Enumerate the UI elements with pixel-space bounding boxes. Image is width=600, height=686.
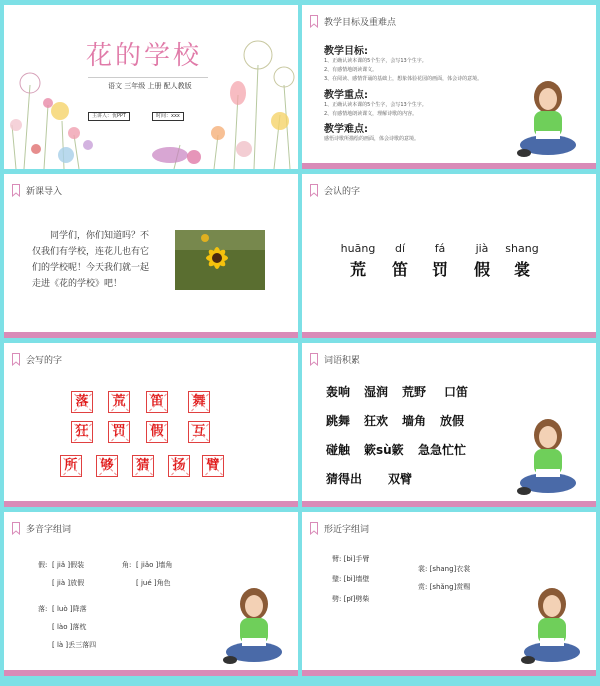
word-char: 笛 bbox=[391, 260, 408, 279]
slide-similar-chars[interactable] bbox=[302, 512, 596, 676]
word-item bbox=[336, 242, 380, 280]
goal-line: 2、有感情地朗读课文。 bbox=[324, 67, 378, 73]
bottom-bar bbox=[302, 501, 596, 507]
vocab-word: 跳舞 bbox=[326, 414, 351, 428]
write-char-box: 笛 bbox=[146, 391, 168, 413]
poly-word: [ jiǎo ]墙角 bbox=[136, 561, 173, 569]
slide-header bbox=[310, 520, 369, 536]
title-divider bbox=[88, 77, 208, 78]
header-title: 教学目标及重难点 bbox=[324, 17, 397, 28]
girl-reading-image bbox=[222, 586, 286, 668]
bookmark-icon bbox=[12, 522, 20, 535]
slide-intro[interactable] bbox=[4, 174, 298, 338]
write-char-box: 够 bbox=[96, 455, 118, 477]
vocab-word: 口笛 bbox=[444, 385, 469, 399]
word-pinyin: fá bbox=[434, 242, 446, 255]
slide-header bbox=[12, 520, 71, 536]
hard-line: 感悟诗歌所描绘的画面，体会诗歌的意境。 bbox=[324, 136, 420, 142]
bookmark-icon bbox=[12, 353, 20, 366]
goal-heading: 教学目标: bbox=[324, 46, 368, 57]
poly-word: [ là ]丢三落四 bbox=[52, 641, 97, 649]
girl-reading-image bbox=[516, 417, 580, 499]
key-line: 2、有感情地朗读课文，理解诗歌的内容。 bbox=[324, 111, 418, 117]
poly-char: 角: bbox=[122, 561, 132, 569]
slide-header bbox=[12, 351, 62, 367]
bottom-bar bbox=[4, 670, 298, 676]
vocab-word: 湿润 bbox=[364, 385, 389, 399]
date-tag: 时间：xxx bbox=[152, 112, 184, 121]
girl-reading-image bbox=[520, 586, 584, 668]
header-title: 词语积累 bbox=[324, 355, 361, 366]
key-line: 1、正确认读本课的5个生字，会写13个生字。 bbox=[324, 102, 427, 108]
poly-word: [ jué ]角色 bbox=[136, 579, 171, 587]
poly-word: [ jià ]放假 bbox=[52, 579, 85, 587]
vocab-word: 碰触 bbox=[326, 443, 351, 457]
similar-word: 裳: [shang]衣裳 bbox=[418, 565, 471, 573]
word-item bbox=[418, 242, 462, 280]
slide-header bbox=[310, 182, 360, 198]
girl-reading-image bbox=[516, 79, 580, 161]
bookmark-icon bbox=[310, 184, 318, 197]
poly-word: [ lào ]落枕 bbox=[52, 623, 87, 631]
vocab-word: 急急忙忙 bbox=[418, 443, 467, 457]
header-title: 形近字组词 bbox=[324, 524, 370, 535]
write-char-box: 臂 bbox=[202, 455, 224, 477]
word-char: 荒 bbox=[349, 260, 366, 279]
write-char-box: 猜 bbox=[132, 455, 154, 477]
vocab-word: 轰响 bbox=[326, 385, 351, 399]
word-item bbox=[378, 242, 422, 280]
slide-header bbox=[310, 13, 396, 29]
write-char-box: 狂 bbox=[71, 421, 93, 443]
slide-objectives[interactable] bbox=[302, 5, 596, 169]
header-title: 会认的字 bbox=[324, 186, 361, 197]
bottom-bar bbox=[302, 332, 596, 338]
word-pinyin: dí bbox=[394, 242, 406, 255]
write-char-box: 假 bbox=[146, 421, 168, 443]
poly-word: [ jiǎ ]假装 bbox=[52, 561, 85, 569]
bottom-bar bbox=[4, 332, 298, 338]
similar-word: 劈: [pī]劈柴 bbox=[332, 595, 370, 603]
word-item bbox=[460, 242, 504, 280]
word-pinyin: jià bbox=[475, 242, 489, 255]
slide-vocabulary[interactable] bbox=[302, 343, 596, 507]
word-pinyin: shang bbox=[505, 242, 539, 255]
vocab-word: 荒野 bbox=[402, 385, 427, 399]
subtitle: 语文 三年级 上册 配人教版 bbox=[108, 82, 192, 90]
bookmark-icon bbox=[310, 522, 318, 535]
similar-word: 赏: [shǎng]赏赐 bbox=[418, 583, 471, 591]
vocab-word: 狂欢 bbox=[364, 414, 389, 428]
flower-illustration-left bbox=[4, 25, 94, 169]
slide-header bbox=[12, 182, 62, 198]
bottom-bar bbox=[302, 163, 596, 169]
goal-line: 1、正确认读本课的5个生字，会写13个生字。 bbox=[324, 58, 427, 64]
slide-polyphonic[interactable] bbox=[4, 512, 298, 676]
intro-paragraph: 同学们，你们知道吗？不仅我们有学校，连花儿也有它们的学校呢！今天我们就一起走进《花的学校》吧！ bbox=[32, 231, 150, 289]
header-title: 新课导入 bbox=[26, 186, 63, 197]
poly-word: [ luò ]降落 bbox=[52, 605, 87, 613]
similar-word: 璧: [bì]墙壁 bbox=[332, 575, 370, 583]
bookmark-icon bbox=[310, 15, 318, 28]
slide-write-chars[interactable] bbox=[4, 343, 298, 507]
word-pinyin: huāng bbox=[340, 242, 376, 255]
vocab-word: 墙角 bbox=[402, 414, 427, 428]
vocab-word: 双臂 bbox=[388, 472, 413, 486]
bottom-bar bbox=[4, 501, 298, 507]
similar-word: 臂: [bì]手臂 bbox=[332, 555, 370, 563]
vocab-word: 簌sù簌 bbox=[364, 443, 404, 457]
write-char-box: 荒 bbox=[108, 391, 130, 413]
write-char-box: 落 bbox=[71, 391, 93, 413]
presenter-tag: 主讲人：优PPT bbox=[88, 112, 130, 121]
goal-line: 3、在阅读、感情背诵的基础上，想象体验花园的画面，体会诗的意境。 bbox=[324, 76, 483, 82]
word-char: 罚 bbox=[431, 260, 448, 279]
word-char: 裳 bbox=[513, 260, 530, 279]
bookmark-icon bbox=[310, 353, 318, 366]
write-char-box: 所 bbox=[60, 455, 82, 477]
write-char-box: 罚 bbox=[108, 421, 130, 443]
bookmark-icon bbox=[12, 184, 20, 197]
slide-recognize-chars[interactable] bbox=[302, 174, 596, 338]
poly-char: 假: bbox=[38, 561, 48, 569]
vocab-word: 放假 bbox=[440, 414, 465, 428]
page-title: 花的学校 bbox=[86, 41, 203, 71]
word-item bbox=[500, 242, 544, 280]
slide-title[interactable] bbox=[4, 5, 298, 169]
hard-heading: 教学难点: bbox=[324, 124, 368, 135]
bottom-bar bbox=[302, 670, 596, 676]
header-title: 多音字组词 bbox=[26, 524, 72, 535]
key-heading: 教学重点: bbox=[324, 90, 368, 101]
write-char-box: 舞 bbox=[188, 391, 210, 413]
slide-header bbox=[310, 351, 360, 367]
write-char-box: 扬 bbox=[168, 455, 190, 477]
poly-char: 落: bbox=[38, 605, 48, 613]
word-char: 假 bbox=[473, 260, 490, 279]
sunflower-photo bbox=[175, 230, 265, 290]
write-char-box: 互 bbox=[188, 421, 210, 443]
vocab-word: 猜得出 bbox=[326, 472, 363, 486]
header-title: 会写的字 bbox=[26, 355, 63, 366]
